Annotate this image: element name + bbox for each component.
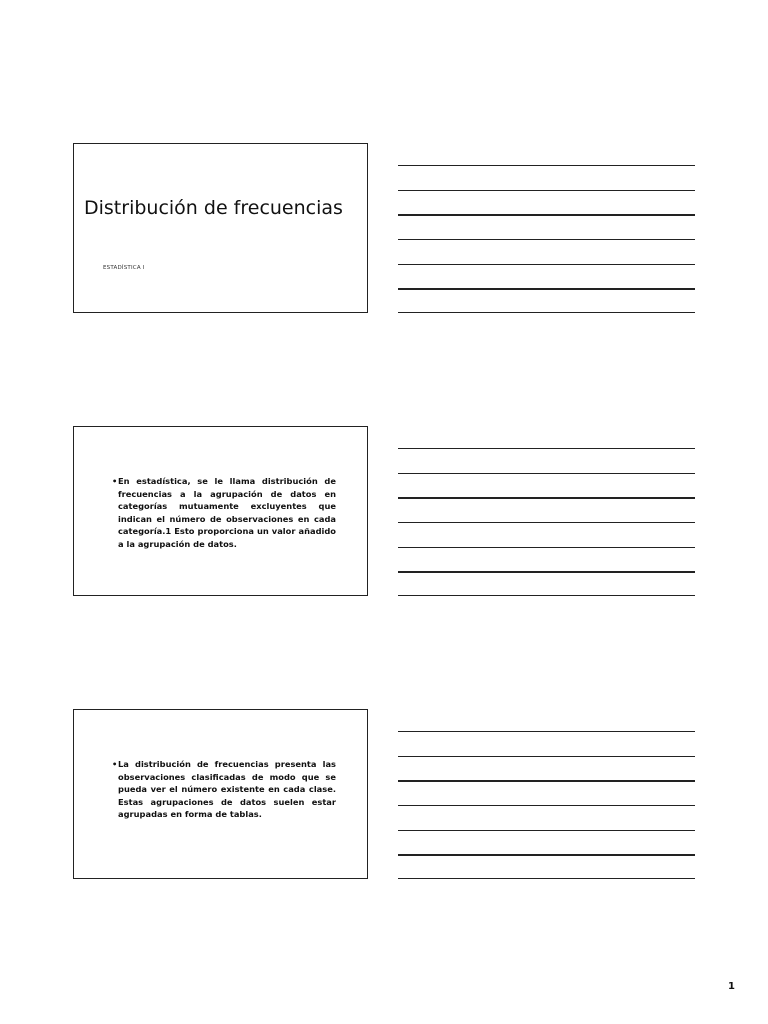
slide-subtitle: ESTADÍSTICA I: [103, 265, 145, 271]
slide-title: Distribución de frecuencias: [84, 197, 343, 219]
note-line: [398, 165, 695, 166]
slide-thumbnail-2: [73, 426, 368, 596]
bullet-icon: •: [112, 476, 118, 486]
note-line: [398, 190, 695, 191]
page-number: 1: [728, 981, 735, 992]
slide-paragraph: La distribución de frecuencias presenta las observaciones clasificadas de modo que se pueda ver el número existente en cada clase. Estas agrupaciones de datos suelen estar agrupadas en forma de tablas.: [118, 759, 336, 819]
slide-paragraph: En estadística, se le llama distribución de frecuencias a la agrupación de datos en categorías mutuamente excluyentes que indican el número de observaciones en cada categoría.1 Esto proporciona un valor añadido a la agrupación de datos.: [118, 476, 336, 549]
note-line: [398, 497, 695, 499]
notes-lines-1: [398, 141, 695, 313]
note-line: [398, 547, 695, 548]
notes-lines-2: [398, 424, 695, 596]
notes-lines-3: [398, 707, 695, 879]
note-line: [398, 448, 695, 449]
note-line: [398, 264, 695, 265]
slide-thumbnail-3: [73, 709, 368, 879]
slide-body-text: [112, 758, 336, 821]
note-line: [398, 878, 695, 879]
note-line: [398, 312, 695, 313]
note-line: [398, 805, 695, 806]
bullet-icon: •: [112, 759, 118, 769]
note-line: [398, 571, 695, 573]
note-line: [398, 473, 695, 474]
note-line: [398, 595, 695, 596]
note-line: [398, 731, 695, 732]
note-line: [398, 288, 695, 290]
note-line: [398, 780, 695, 782]
note-line: [398, 830, 695, 831]
note-line: [398, 854, 695, 856]
note-line: [398, 214, 695, 216]
note-line: [398, 756, 695, 757]
note-line: [398, 522, 695, 523]
note-line: [398, 239, 695, 240]
slide-thumbnail-1: [73, 143, 368, 313]
slide-body-text: [112, 475, 336, 550]
